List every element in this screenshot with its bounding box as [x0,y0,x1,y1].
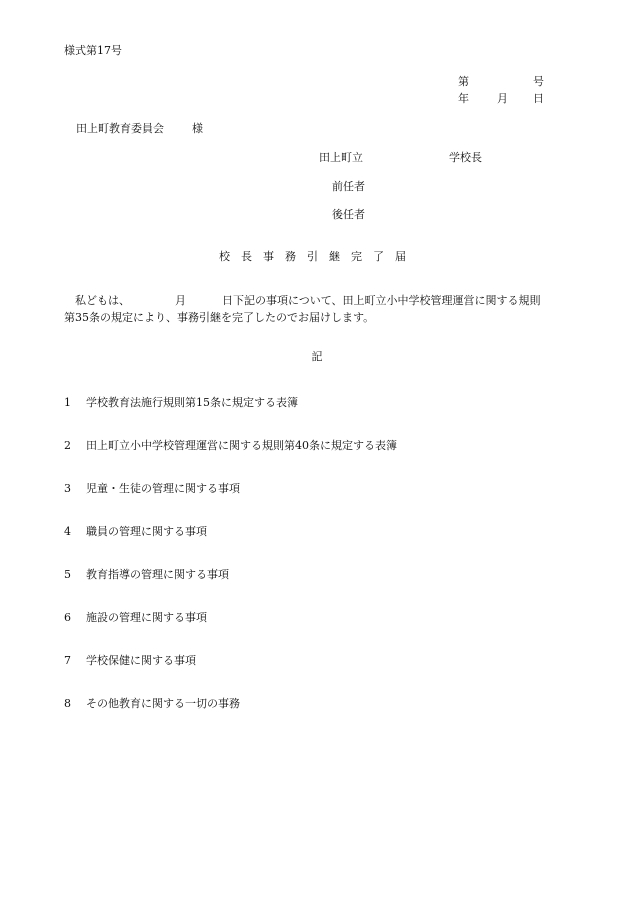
sender-title: 学校長 [449,151,482,164]
list-item [64,611,207,624]
item-number: 5 [64,568,71,581]
body-line-2: 第35条の規定により、事務引継を完了したのでお届けします。 [64,311,375,324]
item-text: 教育指導の管理に関する事項 [86,568,229,581]
body-line-1 [64,292,564,309]
body-month: 月 [175,294,186,307]
list-item [64,439,397,452]
addressee-name: 田上町教育委員会 [76,122,164,135]
doc-number-suffix: 号 [533,75,544,88]
form-number: 様式第17号 [64,44,122,57]
item-number: 6 [64,611,71,624]
list-item [64,654,196,667]
item-text: 田上町立小中学校管理運営に関する規則第40条に規定する表簿 [86,439,397,452]
addressee-honorific: 様 [192,122,203,135]
item-number: 1 [64,396,71,409]
item-number: 3 [64,482,71,495]
date-day-label: 日 [533,92,544,105]
list-item [64,568,229,581]
body-prefix: 私どもは、 [75,294,130,307]
item-number: 4 [64,525,71,538]
item-text: 学校教育法施行規則第15条に規定する表簿 [86,396,298,409]
ki-heading: 記 [311,350,323,363]
list-item [64,482,240,495]
date-month-label: 月 [497,92,508,105]
body-paragraph [64,292,564,326]
doc-number-label: 第 [458,75,469,88]
date-year-label: 年 [458,92,469,105]
item-text: 学校保健に関する事項 [86,654,196,667]
item-number: 2 [64,439,71,452]
sender-town: 田上町立 [319,151,363,164]
document-title: 校長事務引継完了届 [219,250,417,263]
item-number: 7 [64,654,71,667]
item-text: 職員の管理に関する事項 [86,525,207,538]
list-item [64,697,240,710]
former-principal-label: 前任者 [332,180,365,193]
body-line-1-rest: 日下記の事項について、田上町立小中学校管理運営に関する規則 [222,294,541,307]
list-item [64,525,207,538]
item-text: 児童・生徒の管理に関する事項 [86,482,240,495]
item-text: その他教育に関する一切の事務 [86,697,240,710]
successor-principal-label: 後任者 [332,208,365,221]
list-item [64,396,298,409]
item-text: 施設の管理に関する事項 [86,611,207,624]
item-number: 8 [64,697,71,710]
